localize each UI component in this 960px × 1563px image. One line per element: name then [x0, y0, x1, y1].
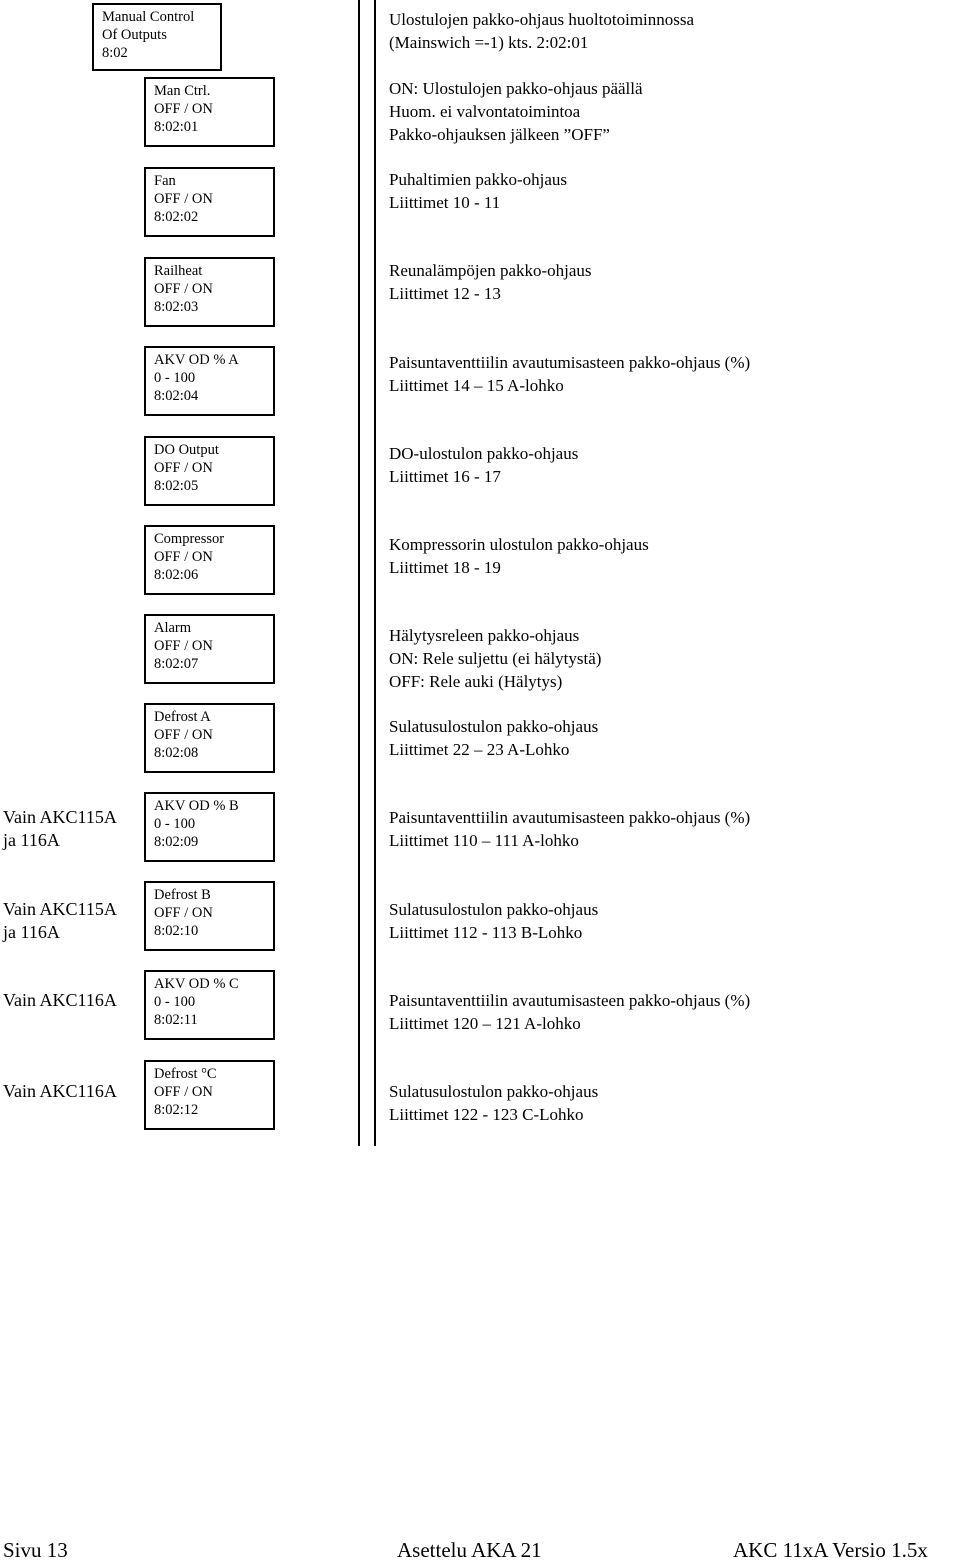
menu-item-description: Hälytysreleen pakko-ohjaus ON: Rele suljettu (ei hälytystä) OFF: Rele auki (Hälytys) — [389, 626, 602, 691]
menu-header-box — [92, 3, 222, 71]
menu-item-label: Defrost B — [154, 887, 211, 903]
menu-item-range: OFF / ON — [154, 727, 213, 743]
menu-item-code: 8:02:12 — [154, 1102, 199, 1118]
menu-item-code: 8:02:08 — [154, 745, 199, 761]
menu-item-box-8-02-09 — [144, 792, 275, 862]
menu-item-description: Ulostulojen pakko-ohjaus huoltotoiminnossa (Mainswich =-1) kts. 2:02:01 ON: Ulostulojen pakko-ohjaus päällä Huom. ei valvontatoimintoa Pakko-ohjauksen jälkeen ”OFF” — [389, 10, 695, 144]
menu-item-label: DO Output — [154, 442, 219, 458]
menu-item-box-8-02-02 — [144, 167, 275, 237]
menu-header-line: 8:02 — [102, 45, 128, 61]
menu-item-description: Sulatusulostulon pakko-ohjaus Liittimet 112 - 113 B-Lohko — [389, 900, 599, 942]
menu-item-range: OFF / ON — [154, 638, 213, 654]
menu-item-box-8-02-01 — [144, 77, 275, 147]
menu-item-description: Puhaltimien pakko-ohjaus Liittimet 10 - 11 — [389, 170, 568, 212]
footer-document-title: Asettelu AKA 21 — [397, 1538, 542, 1562]
menu-item-description: DO-ulostulon pakko-ohjaus Liittimet 16 - 17 — [389, 444, 579, 486]
menu-item-description: Paisuntaventtiilin avautumisasteen pakko-ohjaus (%) Liittimet 14 – 15 A-lohko — [389, 353, 751, 395]
menu-item-code: 8:02:03 — [154, 299, 199, 315]
menu-item-range: OFF / ON — [154, 1084, 213, 1100]
menu-item-code: 8:02:09 — [154, 834, 199, 850]
menu-header-line: Manual Control — [102, 9, 195, 25]
menu-item-box-8-02-11 — [144, 970, 275, 1040]
menu-item-code: 8:02:04 — [154, 388, 199, 404]
menu-item-range: OFF / ON — [154, 905, 213, 921]
menu-item-description: Paisuntaventtiilin avautumisasteen pakko-ohjaus (%) Liittimet 120 – 121 A-lohko — [389, 991, 751, 1033]
menu-item-code: 8:02:11 — [154, 1012, 198, 1028]
model-note: Vain AKC115A ja 116A — [3, 807, 117, 850]
menu-item-description: Paisuntaventtiilin avautumisasteen pakko-ohjaus (%) Liittimet 110 – 111 A-lohko — [389, 808, 751, 850]
menu-item-range: OFF / ON — [154, 191, 213, 207]
footer-version: AKC 11xA Versio 1.5x — [733, 1538, 928, 1562]
model-note: Vain AKC116A — [3, 990, 117, 1010]
menu-item-label: Alarm — [154, 620, 192, 636]
menu-item-description: Sulatusulostulon pakko-ohjaus Liittimet 22 – 23 A-Lohko — [389, 717, 599, 759]
menu-item-range: 0 - 100 — [154, 994, 196, 1010]
menu-item-code: 8:02:02 — [154, 209, 199, 225]
menu-item-range: OFF / ON — [154, 460, 213, 476]
menu-item-range: OFF / ON — [154, 281, 213, 297]
menu-item-box-8-02-05 — [144, 436, 275, 506]
menu-item-code: 8:02:10 — [154, 923, 199, 939]
menu-item-label: AKV OD % B — [154, 798, 239, 814]
menu-item-label: AKV OD % C — [154, 976, 239, 992]
model-note: Vain AKC116A — [3, 1081, 117, 1101]
menu-item-box-8-02-10 — [144, 881, 275, 951]
menu-item-label: Fan — [154, 173, 176, 189]
menu-item-range: 0 - 100 — [154, 370, 196, 386]
menu-item-box-8-02-04 — [144, 346, 275, 416]
menu-item-label: Compressor — [154, 531, 225, 547]
menu-item-code: 8:02:06 — [154, 567, 199, 583]
menu-item-description: Sulatusulostulon pakko-ohjaus Liittimet 122 - 123 C-Lohko — [389, 1082, 599, 1124]
menu-item-label: Railheat — [154, 263, 203, 279]
menu-item-label: Defrost °C — [154, 1066, 217, 1082]
menu-item-description: Reunalämpöjen pakko-ohjaus Liittimet 12 - 13 — [389, 261, 592, 303]
menu-item-box-8-02-03 — [144, 257, 275, 327]
menu-item-description: Kompressorin ulostulon pakko-ohjaus Liittimet 18 - 19 — [389, 535, 649, 577]
menu-item-range: 0 - 100 — [154, 816, 196, 832]
menu-item-box-8-02-12 — [144, 1060, 275, 1130]
divider-line-right — [374, 0, 376, 1146]
menu-item-box-8-02-06 — [144, 525, 275, 595]
menu-item-label: AKV OD % A — [154, 352, 239, 368]
menu-item-box-8-02-08 — [144, 703, 275, 773]
divider-line-left — [358, 0, 360, 1146]
menu-item-code: 8:02:05 — [154, 478, 199, 494]
footer-page-number: Sivu 13 — [3, 1538, 68, 1562]
menu-item-code: 8:02:01 — [154, 119, 199, 135]
menu-item-range: OFF / ON — [154, 549, 213, 565]
menu-item-label: Defrost A — [154, 709, 211, 725]
menu-item-label: Man Ctrl. — [154, 83, 211, 99]
menu-header-line: Of Outputs — [102, 27, 167, 43]
menu-item-range: OFF / ON — [154, 101, 213, 117]
menu-item-code: 8:02:07 — [154, 656, 199, 672]
model-note: Vain AKC115A ja 116A — [3, 899, 117, 942]
menu-item-box-8-02-07 — [144, 614, 275, 684]
